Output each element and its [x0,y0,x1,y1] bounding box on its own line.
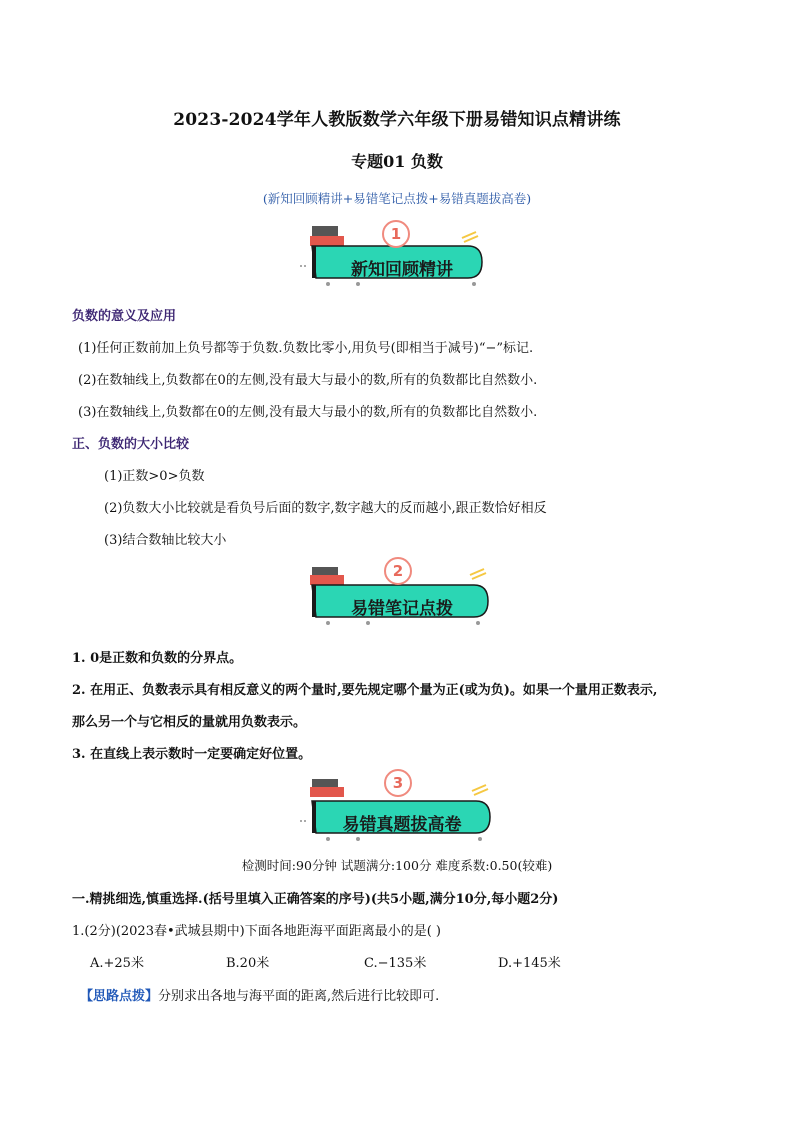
note-item: 2. 在用正、负数表示具有相反意义的两个量时,要先规定哪个量为正(或为负)。如果一个量用正数表示, [72,683,658,698]
compare-item: (2)负数大小比较就是看负号后面的数字,数字越大的反而越小,跟正数恰好相反 [104,501,547,516]
part-heading: 一.精挑细选,慎重选择.(括号里填入正确答案的序号)(共5小题,满分10分,每小题2分) [72,892,559,907]
meaning-item: (2)在数轴线上,负数都在0的左侧,没有最大与最小的数,所有的负数都比自然数小. [78,373,538,388]
document-title: 2023-2024学年人教版数学六年级下册易错知识点精讲练 [173,110,621,130]
option-c: C.−135米 [364,956,427,971]
exam-meta: 检测时间:90分钟 试题满分:100分 难度系数:0.50(较难) [241,858,553,873]
section-badge-3 [298,765,498,845]
badge-label: 易错笔记点拨 [351,599,453,619]
hint-label: 【思路点拨】 [80,989,159,1004]
option-b: B.20米 [226,956,270,971]
compare-item: (3)结合数轴比较大小 [104,533,227,548]
badge-number: 2 [384,557,412,585]
badge-number: 1 [382,220,410,248]
badge-number: 3 [384,769,412,797]
hint [80,985,439,1004]
note-item: 那么另一个与它相反的量就用负数表示。 [72,715,307,730]
note-item: 3. 在直线上表示数时一定要确定好位置。 [72,747,312,762]
option-a: A.+25米 [90,956,144,971]
meaning-item: (1)任何正数前加上负号都等于负数.负数比零小,用负号(即相当于减号)“−”标记. [78,341,534,356]
section-tagline: (新知回顾精讲+易错笔记点拨+易错真题拔高卷) [262,191,532,206]
section-badge-2 [298,555,498,635]
badge-label: 易错真题拔高卷 [342,815,462,835]
section-badge-1 [298,218,498,298]
question-1: 1.(2分)(2023春•武城县期中)下面各地距海平面距离最小的是( ) [72,924,441,939]
compare-item: (1)正数>0>负数 [104,469,205,484]
note-item: 1. 0是正数和负数的分界点。 [72,651,243,666]
badge-label: 新知回顾精讲 [351,260,453,280]
meaning-item: (3)在数轴线上,负数都在0的左侧,没有最大与最小的数,所有的负数都比自然数小. [78,405,538,420]
meaning-heading: 负数的意义及应用 [72,309,177,324]
hint-text: 分别求出各地与海平面的距离,然后进行比较即可. [158,989,440,1004]
option-d: D.+145米 [498,956,561,971]
compare-heading: 正、负数的大小比较 [72,437,190,452]
topic-subtitle: 专题01 负数 [351,152,443,171]
